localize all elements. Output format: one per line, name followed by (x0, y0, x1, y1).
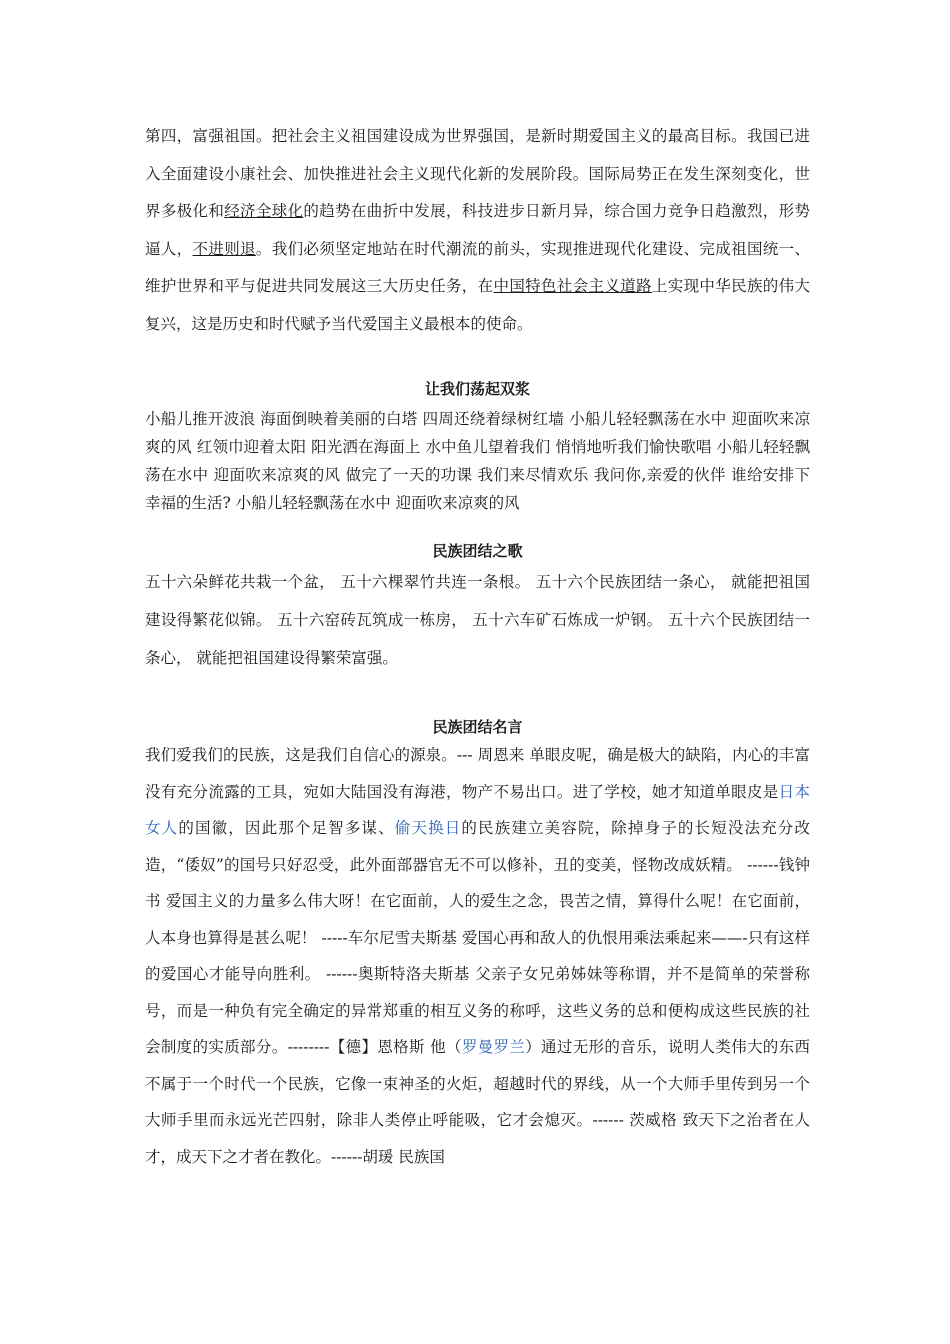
text-segment: 的趋势在曲折中发展，科技进步日新月异，综合国力竞争日趋激烈，形势逼人， (145, 202, 810, 258)
heading-row-the-boat: 让我们荡起双浆 (424, 380, 530, 398)
text-segment: 。我们必须坚定地站在时代潮流的前头，实现推进现代化建设、完成祖国统一、维护世界和平与促进共同发展这三大历史任务，在 (145, 239, 810, 295)
link-steal-the-sky[interactable]: 偷天换日 (394, 819, 462, 837)
link-no-progress-means-regress[interactable]: 不进则退 (192, 239, 256, 258)
document-page (145, 118, 810, 1175)
link-japanese-woman[interactable]: 日本女人 (145, 782, 810, 837)
heading-ethnic-unity-song: 民族团结之歌 (432, 542, 523, 560)
text-segment: 上实现中华民族的伟大复兴，这是历史和时代赋予当代爱国主义最根本的使命。 (145, 277, 810, 333)
paragraph-ethnic-unity-song: 五十六朵鲜花共栽一个盆， 五十六棵翠竹共连一条根。 五十六个民族团结一条心， 就能把祖国建设得繁花似锦。 五十六窑砖瓦筑成一栋房， 五十六车矿石炼成一炉钢。 五十六个民族团结一条心， 就能把祖国建设得繁荣富强。 (145, 573, 810, 667)
text-segment: ）通过无形的音乐，说明人类伟大的东西不属于一个时代一个民族，它像一束神圣的火炬，超越时代的界线，从一个大师手里传到另一个大师手里而永远光芒四射，除非人类停止呼能吸，它才会熄灭。------ 茨威格 致天下之治者在人才，成天下之才者在教化。------胡瑗 民族国 (145, 1038, 810, 1166)
paragraph-quotes (145, 737, 810, 1175)
link-romain-rolland[interactable]: 罗曼罗兰 (461, 1038, 526, 1056)
heading-ethnic-unity-quotes: 民族团结名言 (432, 718, 523, 736)
text-segment: 第四，富强祖国。把社会主义祖国建设成为世界强国，是新时期爱国主义的最高目标。我国已进入全面建设小康社会、加快推进社会主义现代化新的发展阶段。国际局势正在发生深刻变化，世界多极化和 (145, 127, 810, 220)
text-segment: 的国徽，因此那个足智多谋、 (178, 819, 395, 837)
link-socialism-road[interactable]: 中国特色社会主义道路 (493, 277, 652, 295)
text-segment: 的民族建立美容院，除掉身子的长短没法充分改造，“倭奴”的国号只好忍受，此外面部器官无不可以修补，丑的变美，怪物改成妖精。 ------钱钟书 爱国主义的力量多么伟大呀！在它面前，人的爱生之念，畏苦之情，算得什么呢！在它面前，人本身也算得是甚么呢！ -----车尔尼雪夫斯基 爱国心再和敌人的仇恨用乘法乘起来——-只有这样的爱国心才能导向胜利。 ------奥斯特洛夫斯基 父亲子女兄弟姊妹等称谓，并不是简单的荣誉称号，而是一种负有完全确定的异常郑重的相互义务的称呼，这些义务的总和便构成这些民族的社会制度的实质部分。--------【德】恩格斯 他（ (145, 819, 810, 1056)
text-segment: 我们爱我们的民族，这是我们自信心的源泉。--- 周恩来 单眼皮呢，确是极大的缺陷，内心的丰富没有充分流露的工具，宛如大陆国没有海港，物产不易出口。进了学校，她才知道单眼皮是 (145, 746, 810, 801)
paragraph-prosperous-motherland (145, 118, 810, 343)
link-economic-globalization[interactable]: 经济全球化 (224, 202, 304, 220)
paragraph-song-lyrics: 小船儿推开波浪 海面倒映着美丽的白塔 四周还绕着绿树红墙 小船儿轻轻飘荡在水中 迎面吹来凉爽的风 红领巾迎着太阳 阳光洒在海面上 水中鱼儿望着我们 悄悄地听我们愉快歌唱 小船儿轻轻飘荡在水中 迎面吹来凉爽的风 做完了一天的功课 我们来尽情欢乐 我问你,亲爱的伙伴 谁给安排下幸福的生活? 小船儿轻轻飘荡在水中 迎面吹来凉爽的风 (145, 410, 810, 512)
